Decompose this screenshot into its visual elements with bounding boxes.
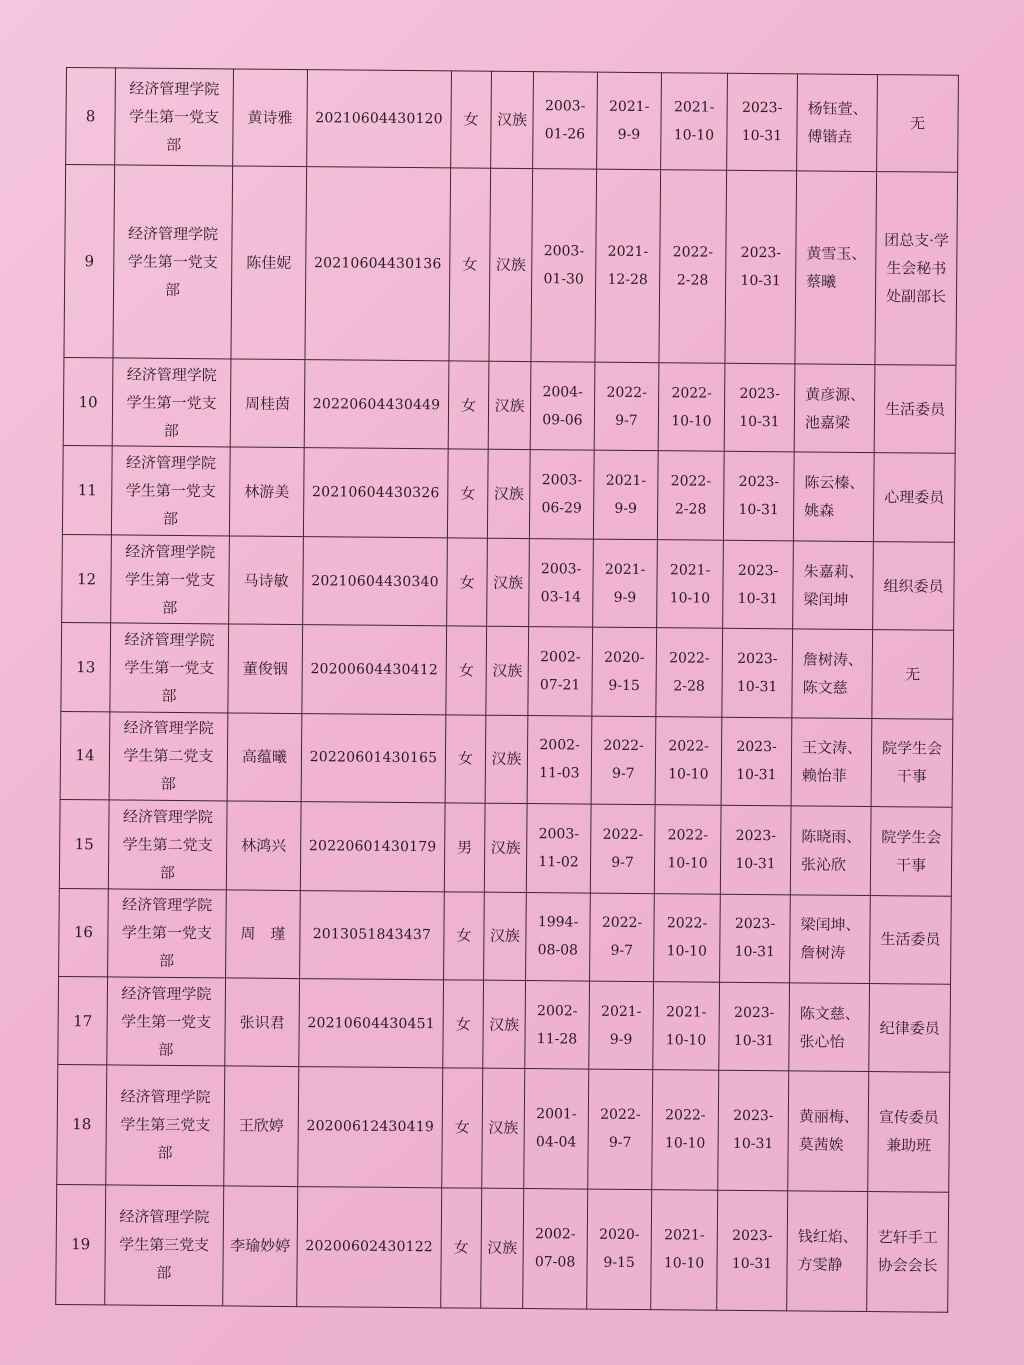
application-date-cell [595,169,661,363]
activist-date-cell [652,1070,719,1190]
birth-date-cell [528,627,593,716]
gender-cell: 女 [444,891,485,980]
student-id-cell: 20200612430419 [298,1067,443,1188]
activist-date-cell [653,982,720,1071]
application-date-cell-part: 2021- [608,98,650,115]
candidate-date-cell-part: 2023- [734,916,776,933]
candidate-date-cell [723,452,794,541]
birth-date-cell [524,1069,589,1189]
party-branch-cell: 经济管理学院学生第一党支部 [110,623,229,712]
position-cell: 团总支·学生会秘书处副部长 [875,171,958,365]
name-cell: 高蕴曦 [227,713,302,802]
birth-date-cell-part: 1994- [537,914,579,931]
gender-cell: 女 [448,361,489,450]
candidate-date-cell [723,540,794,629]
activist-date-cell-part: 2021- [673,99,715,116]
application-date-cell [590,804,655,893]
row-number-cell: 16 [59,888,109,977]
candidate-date-cell-part: 2023- [734,1004,775,1021]
gender-cell: 女 [447,449,488,538]
candidate-date-cell-part: 2023- [741,99,783,117]
party-branch-cell: 经济管理学院学生第一党支部 [113,165,233,359]
gender-cell: 女 [446,626,487,715]
position-cell: 无 [872,630,954,719]
ethnicity-cell: 汉族 [491,71,534,168]
student-id-cell: 20220601430165 [301,713,446,803]
birth-date-cell [527,715,592,804]
party-branch-cell: 经济管理学院学生第一党支部 [111,535,230,624]
birth-date-cell-part: 04-04 [535,1134,577,1151]
birth-date-cell-part: 2004- [542,383,583,401]
activist-date-cell [656,628,723,717]
document-page [55,67,958,1313]
gender-cell: 女 [449,168,491,362]
member-table [55,67,959,1313]
gender-cell: 女 [451,71,492,168]
table-row [62,534,955,630]
candidate-date-cell-part: 10-31 [732,1136,774,1153]
party-branch-cell: 经济管理学院学生第一党支部 [107,977,226,1066]
application-date-cell [588,1069,653,1189]
candidate-date-cell [727,73,798,170]
gender-cell: 女 [441,1187,482,1308]
party-branch-cell: 经济管理学院学生第三党支部 [106,1065,225,1185]
candidate-date-cell-part: 2023- [733,1108,774,1125]
birth-date-cell-part: 07-08 [534,1254,576,1271]
table-row [59,800,952,896]
candidate-date-cell-part: 10-31 [736,767,777,784]
name-cell: 周 瑾 [226,889,301,978]
row-number-cell: 11 [62,446,112,535]
row-number-cell: 19 [56,1184,106,1305]
student-id-cell: 20220601430179 [300,802,445,892]
candidate-date-cell-part: 10-31 [739,413,780,430]
candidate-date-cell-part: 10-31 [735,855,776,873]
table-row [59,888,952,984]
gender-cell: 女 [443,980,484,1069]
table-row [56,1184,949,1312]
activist-date-cell-part: 2021- [664,1227,705,1244]
name-cell: 马诗敏 [229,536,304,625]
activist-date-cell-part: 2022- [668,738,709,755]
candidate-date-cell-part: 10-31 [741,127,783,145]
student-id-cell: 20210604430326 [303,448,448,538]
party-branch-cell: 经济管理学院学生第二党支部 [108,800,227,889]
name-cell: 张识君 [225,978,300,1067]
row-number-cell: 14 [60,711,110,800]
birth-date-cell-part: 2002- [540,649,581,666]
birth-date-cell [531,168,597,362]
introducers-cell: 梁闰坤、詹树涛 [790,894,871,983]
ethnicity-cell: 汉族 [482,1069,525,1189]
application-date-cell [587,1189,652,1310]
application-date-cell-part: 9-9 [613,589,637,606]
name-cell: 李瑜妙婷 [223,1186,298,1307]
application-date-cell-part: 9-7 [608,1135,632,1152]
birth-date-cell-part: 2001- [536,1106,577,1123]
birth-date-cell-part: 01-26 [544,126,586,143]
birth-date-cell-part: 11-28 [536,1030,578,1048]
ethnicity-cell: 汉族 [488,361,531,450]
application-date-cell-part: 2020- [599,1226,640,1244]
application-date-cell-part: 12-28 [607,271,648,288]
candidate-date-cell-part: 2023- [732,1228,773,1245]
application-date-cell-part: 9-15 [603,1255,635,1272]
candidate-date-cell-part: 10-31 [738,501,779,519]
ethnicity-cell: 汉族 [487,450,530,539]
activist-date-cell-part: 2-28 [673,678,705,695]
table-row [63,357,956,453]
activist-date-cell-part: 2022- [667,827,709,844]
application-date-cell-part: 9-7 [611,854,634,871]
application-date-cell-part: 2021- [605,472,647,490]
row-number-cell: 15 [59,800,109,889]
activist-date-cell-part: 10-10 [668,766,709,783]
application-date-cell [590,893,655,982]
table-row [58,976,951,1072]
activist-date-cell [651,1189,718,1310]
introducers-cell: 黄雪玉、蔡曦 [795,171,877,365]
name-cell: 林游美 [229,447,304,536]
gender-cell: 男 [444,803,485,892]
application-date-cell-part: 2022- [603,738,644,755]
candidate-date-cell-part: 2023- [737,562,779,579]
candidate-date-cell-part: 10-31 [737,590,779,607]
birth-date-cell-part: 11-03 [539,765,580,782]
application-date-cell [593,451,658,540]
candidate-date-cell-part: 10-31 [736,678,778,696]
party-branch-cell: 经济管理学院学生第一党支部 [111,446,230,535]
birth-date-cell-part: 2002- [539,737,580,754]
candidate-date-cell-part: 2023- [736,739,777,756]
application-date-cell-part: 2022- [600,1107,641,1124]
activist-date-cell-part: 2022- [671,384,712,402]
birth-date-cell-part: 2003- [541,472,583,489]
candidate-date-cell-part: 2023- [737,650,778,668]
birth-date-cell-part: 2003- [544,98,586,115]
gender-cell: 女 [447,538,488,627]
birth-date-cell-part: 11-02 [538,853,579,871]
name-cell: 王欣婷 [224,1066,299,1186]
row-number-cell: 9 [64,164,115,358]
row-number-cell: 10 [63,357,113,446]
student-id-cell: 20210604430451 [299,978,444,1068]
position-cell: 组织委员 [873,541,955,630]
candidate-date-cell-part: 2023- [735,827,777,845]
position-cell: 院学生会干事 [870,807,952,896]
party-branch-cell: 经济管理学院学生第一党支部 [112,358,231,447]
activist-date-cell-part: 2022- [665,1107,706,1125]
party-branch-cell: 经济管理学院学生第一党支部 [108,888,227,977]
activist-date-cell-part: 10-10 [664,1135,706,1153]
candidate-date-cell [720,805,791,894]
table-row [57,1065,950,1192]
application-date-cell-part: 2022- [602,826,644,843]
birth-date-cell-part: 2003- [540,560,582,578]
position-cell: 宣传委员兼助班 [868,1072,950,1192]
introducers-cell: 杨钰萱、傅锴垚 [797,74,878,171]
birth-date-cell-part: 09-06 [542,411,583,429]
gender-cell: 女 [445,714,486,803]
birth-date-cell-part: 03-14 [540,588,582,606]
party-branch-cell: 经济管理学院学生第二党支部 [109,712,228,801]
table-row [60,711,953,807]
birth-date-cell [526,804,591,893]
activist-date-cell-part: 10-10 [667,855,708,872]
row-number-cell: 17 [58,976,108,1065]
birth-date-cell-part: 2002- [535,1226,576,1243]
activist-date-cell-part: 2021- [669,561,711,579]
activist-date-cell-part: 2022- [672,244,714,261]
application-date-cell-part: 2022- [601,914,643,932]
candidate-date-cell-part: 10-31 [731,1256,773,1273]
birth-date-cell [529,450,594,539]
application-date-cell [594,362,659,451]
activist-date-cell [661,73,728,170]
application-date-cell-part: 9-9 [617,126,641,143]
position-cell: 心理委员 [873,453,955,542]
application-date-cell [592,627,657,716]
activist-date-cell-part: 10-10 [663,1255,705,1272]
application-date-cell [597,72,662,169]
table-row [64,164,958,365]
candidate-date-cell [724,363,795,452]
activist-date-cell [654,805,721,894]
birth-date-cell [525,980,590,1069]
name-cell: 董俊铟 [228,624,303,713]
position-cell: 生活委员 [870,895,952,984]
candidate-date-cell-part: 2023- [739,385,780,402]
application-date-cell-part: 9-9 [614,500,637,518]
table-row [66,68,959,172]
introducers-cell: 黄丽梅、莫茜娭 [788,1071,869,1191]
candidate-date-cell-part: 10-31 [734,944,776,961]
birth-date-cell-part: 2003- [538,825,580,843]
activist-date-cell-part: 10-10 [665,1031,707,1049]
activist-date-cell [657,451,724,540]
candidate-date-cell-part: 2023- [738,473,780,491]
name-cell: 周桂茵 [230,359,305,448]
activist-date-cell-part: 2021- [666,1003,707,1021]
activist-date-cell-part: 10-10 [671,412,712,430]
birth-date-cell-part: 01-30 [543,270,584,288]
candidate-date-cell-part: 10-31 [740,272,781,290]
ethnicity-cell: 汉族 [485,715,528,804]
introducers-cell: 陈云榛、姚森 [793,452,874,541]
ethnicity-cell: 汉族 [484,892,527,981]
activist-date-cell [659,169,727,363]
birth-date-cell-part: 06-29 [541,500,582,517]
application-date-cell-part: 2021- [607,243,649,260]
birth-date-cell-part: 08-08 [537,942,579,959]
application-date-cell-part: 9-7 [611,766,635,783]
position-cell: 纪律委员 [869,983,951,1072]
gender-cell: 女 [442,1068,483,1188]
introducers-cell: 陈文慈、张心怡 [789,983,870,1072]
birth-date-cell-part: 2002- [537,1002,578,1020]
candidate-date-cell [718,1071,789,1191]
row-number-cell: 18 [57,1065,107,1185]
activist-date-cell-part: 10-10 [666,943,708,960]
birth-date-cell [526,892,591,981]
birth-date-cell [530,362,595,451]
candidate-date-cell [721,717,792,806]
ethnicity-cell: 汉族 [489,168,533,362]
student-id-cell: 20210604430340 [303,536,448,626]
activist-date-cell-part: 10-10 [669,589,711,607]
candidate-date-cell [722,628,793,717]
activist-date-cell-part: 2-28 [676,272,709,289]
introducers-cell: 王文涛、赖怡菲 [791,718,872,807]
activist-date-cell-part: 2022- [669,650,710,667]
application-date-cell-part: 2020- [604,649,645,667]
position-cell: 院学生会干事 [871,718,953,807]
ethnicity-cell: 汉族 [486,626,529,715]
name-cell: 黄诗雅 [233,69,308,166]
application-date-cell-part: 9-9 [609,1031,633,1048]
table-row [61,623,954,719]
birth-date-cell [533,72,598,169]
application-date-cell [591,716,656,805]
row-number-cell: 8 [66,68,116,165]
application-date-cell [589,981,654,1070]
birth-date-cell-part: 07-21 [539,677,581,694]
position-cell: 无 [877,75,959,172]
student-id-cell: 20200604430412 [302,625,447,715]
application-date-cell-part: 9-7 [610,942,634,960]
student-id-cell: 2013051843437 [300,890,445,980]
candidate-date-cell-part: 10-31 [733,1032,775,1049]
birth-date-cell [523,1188,588,1309]
activist-date-cell-part: 2022- [666,915,708,932]
introducers-cell: 钱红焰、方雯静 [787,1190,868,1311]
ethnicity-cell: 汉族 [484,803,527,892]
candidate-date-cell-part: 2023- [740,244,782,262]
activist-date-cell-part: 2-28 [674,501,707,518]
student-id-cell: 20200602430122 [297,1186,442,1308]
activist-date-cell [654,893,721,982]
ethnicity-cell: 汉族 [483,980,526,1069]
application-date-cell-part: 9-15 [608,677,640,694]
application-date-cell-part: 2021- [604,561,646,578]
birth-date-cell-part: 2003- [543,242,585,260]
application-date-cell-part: 2021- [601,1003,642,1020]
birth-date-cell [529,538,594,627]
application-date-cell-part: 2022- [606,384,647,401]
activist-date-cell [658,363,725,452]
ethnicity-cell: 汉族 [481,1188,524,1309]
row-number-cell: 12 [62,534,112,623]
position-cell: 艺轩手工协会会长 [867,1191,949,1312]
party-branch-cell: 经济管理学院学生第三党支部 [105,1184,224,1305]
table-row [62,446,955,542]
application-date-cell [593,539,658,628]
activist-date-cell-part: 2022- [670,473,712,490]
candidate-date-cell [725,170,797,364]
activist-date-cell [655,716,722,805]
student-id-cell: 20210604430136 [305,166,451,361]
party-branch-cell: 经济管理学院学生第一党支部 [115,68,234,166]
introducers-cell: 詹树涛、陈文慈 [792,629,873,718]
position-cell: 生活委员 [874,365,956,454]
activist-date-cell [657,539,724,628]
name-cell: 林鸿兴 [226,801,301,890]
row-number-cell: 13 [61,623,111,712]
student-id-cell: 20220604430449 [304,360,449,450]
introducers-cell: 黄彦源、池嘉梁 [794,364,875,453]
candidate-date-cell [719,982,790,1071]
name-cell: 陈佳妮 [231,166,307,360]
student-id-cell: 20210604430120 [307,70,452,168]
candidate-date-cell [717,1190,788,1311]
application-date-cell-part: 9-7 [615,412,638,429]
candidate-date-cell [720,894,791,983]
activist-date-cell-part: 10-10 [673,127,715,144]
introducers-cell: 陈晓雨、张沁欣 [790,806,871,895]
introducers-cell: 朱嘉莉、梁闰坤 [793,541,874,630]
ethnicity-cell: 汉族 [487,538,530,627]
